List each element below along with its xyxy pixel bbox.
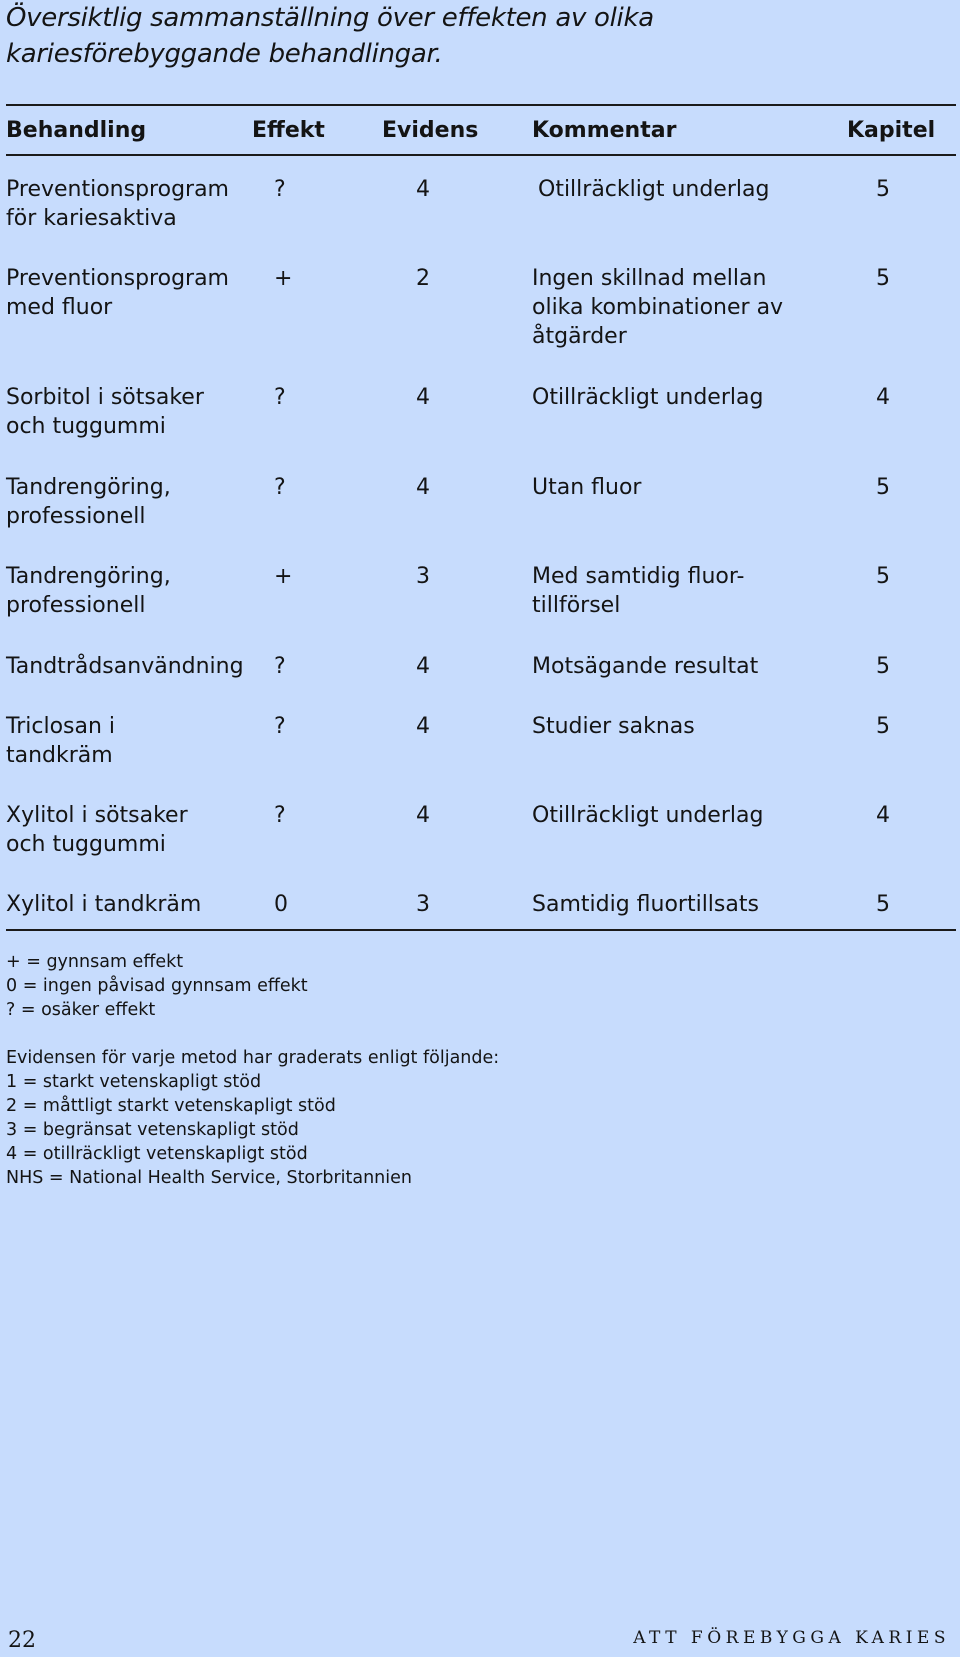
evidence-value: 3 bbox=[416, 892, 430, 917]
chapter-value: 5 bbox=[876, 654, 890, 679]
table-top-rule bbox=[6, 104, 956, 106]
legend-line: ? = osäker effekt bbox=[6, 1000, 156, 1020]
treatment-name: Tandtrådsanvändning bbox=[6, 654, 244, 679]
comment-text: Samtidig fluortillsats bbox=[532, 892, 759, 917]
treatment-name: Xylitol i tandkräm bbox=[6, 892, 202, 917]
comment-text: Otillräckligt underlag bbox=[532, 385, 764, 410]
header-kapitel: Kapitel bbox=[847, 118, 936, 143]
treatment-name: Preventionsprogram med fluor bbox=[6, 266, 229, 320]
comment-text: Utan fluor bbox=[532, 475, 642, 500]
comment-text: Otillräckligt underlag bbox=[532, 803, 764, 828]
header-behandling: Behandling bbox=[6, 118, 147, 143]
effect-value: ? bbox=[274, 714, 286, 739]
effect-value: ? bbox=[274, 803, 286, 828]
effect-value: + bbox=[274, 564, 293, 589]
evidence-value: 4 bbox=[416, 803, 430, 828]
effect-value: 0 bbox=[274, 892, 288, 917]
chapter-value: 5 bbox=[876, 714, 890, 739]
comment-text: Otillräckligt underlag bbox=[538, 177, 770, 202]
chapter-value: 5 bbox=[876, 564, 890, 589]
legend-line: 2 = måttligt starkt vetenskapligt stöd bbox=[6, 1096, 336, 1116]
table-caption: Översiktlig sammanställning över effekten av olika kariesförebyggande behandlingar. bbox=[6, 3, 654, 69]
comment-text: Ingen skillnad mellan olika kombinationer av åtgärder bbox=[532, 266, 784, 349]
evidence-legend bbox=[6, 1046, 499, 1190]
comment-text: Studier saknas bbox=[532, 714, 695, 739]
table-bottom-rule bbox=[6, 929, 956, 931]
evidence-value: 4 bbox=[416, 385, 430, 410]
treatment-name: Triclosan i tandkräm bbox=[6, 714, 116, 768]
legend-line: 4 = otillräckligt vetenskapligt stöd bbox=[6, 1144, 308, 1164]
legend-line: 3 = begränsat vetenskapligt stöd bbox=[6, 1120, 299, 1140]
effect-value: ? bbox=[274, 177, 286, 202]
header-effekt: Effekt bbox=[252, 118, 325, 143]
page-number: 22 bbox=[8, 1628, 36, 1653]
evidence-value: 4 bbox=[416, 475, 430, 500]
effect-legend bbox=[6, 950, 308, 1022]
header-kommentar: Kommentar bbox=[532, 118, 677, 143]
treatment-name: Xylitol i sötsaker och tuggummi bbox=[6, 803, 188, 857]
legend-line: + = gynnsam effekt bbox=[6, 952, 184, 972]
evidence-value: 2 bbox=[416, 266, 430, 291]
evidence-value: 4 bbox=[416, 654, 430, 679]
legend-line: 0 = ingen påvisad gynnsam effekt bbox=[6, 976, 308, 996]
chapter-value: 5 bbox=[876, 177, 890, 202]
chapter-value: 5 bbox=[876, 266, 890, 291]
chapter-value: 5 bbox=[876, 475, 890, 500]
table-header-rule bbox=[6, 154, 956, 156]
running-title: ATT FÖREBYGGA KARIES bbox=[633, 1628, 950, 1648]
chapter-value: 5 bbox=[876, 892, 890, 917]
legend-line: NHS = National Health Service, Storbritannien bbox=[6, 1168, 412, 1188]
chapter-value: 4 bbox=[876, 803, 890, 828]
effect-value: + bbox=[274, 266, 293, 291]
effect-value: ? bbox=[274, 654, 286, 679]
legend-line: 1 = starkt vetenskapligt stöd bbox=[6, 1072, 262, 1092]
treatment-name: Tandrengöring, professionell bbox=[6, 475, 171, 529]
treatment-name: Preventionsprogram för kariesaktiva bbox=[6, 177, 229, 231]
treatment-name: Sorbitol i sötsaker och tuggummi bbox=[6, 385, 204, 439]
legend-line: Evidensen för varje metod har graderats enligt följande: bbox=[6, 1048, 500, 1068]
effect-value: ? bbox=[274, 475, 286, 500]
effect-value: ? bbox=[274, 385, 286, 410]
chapter-value: 4 bbox=[876, 385, 890, 410]
treatment-name: Tandrengöring, professionell bbox=[6, 564, 171, 618]
evidence-value: 4 bbox=[416, 177, 430, 202]
comment-text: Motsägande resultat bbox=[532, 654, 759, 679]
comment-text: Med samtidig fluor- tillförsel bbox=[532, 564, 745, 618]
header-evidens: Evidens bbox=[382, 118, 479, 143]
evidence-value: 4 bbox=[416, 714, 430, 739]
evidence-value: 3 bbox=[416, 564, 430, 589]
